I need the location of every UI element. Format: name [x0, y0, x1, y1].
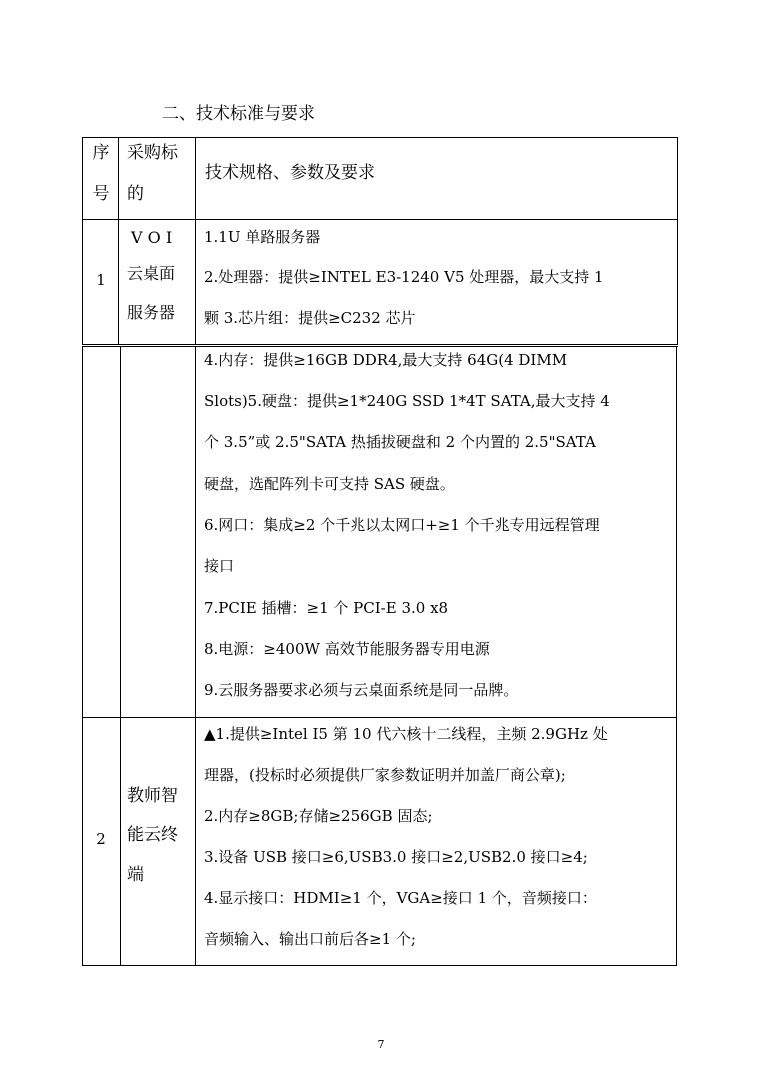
page-number: 7: [377, 1038, 385, 1051]
row1-cont-spec-line: 6.网口：集成≥2 个千兆以太网口+≥1 个千兆专用远程管理: [204, 516, 600, 534]
table-border: [82, 965, 677, 966]
table-border: [82, 137, 678, 138]
row1-cont-spec-line: 个 3.5”或 2.5"SATA 热插拔硬盘和 2 个内置的 2.5"SATA: [204, 433, 596, 451]
row2-spec-line: 4.显示接口：HDMI≥1 个，VGA≥接口 1 个，音频接口：: [204, 889, 597, 907]
table-border: [118, 137, 119, 345]
table-border: [82, 346, 678, 347]
row1-cont-spec-line: 7.PCIE 插槽：≥1 个 PCI-E 3.0 x8: [204, 599, 449, 617]
row2-spec-line: 理器，(投标时必须提供厂家参数证明并加盖厂商公章);: [204, 766, 566, 784]
row1-cont-spec-line: 4.内存：提供≥16GB DDR4,最大支持 64G(4 DIMM: [204, 351, 568, 369]
row1-seq: 1: [96, 271, 106, 289]
row2-spec-line: 音频输入、输出口前后各≥1 个;: [204, 930, 416, 948]
section-heading: 二、技术标准与要求: [162, 104, 315, 124]
table-border: [82, 219, 678, 220]
table-border: [82, 137, 83, 345]
table-border: [120, 346, 121, 966]
row2-item: 端: [127, 865, 144, 885]
row1-spec-line: 颗 3.芯片组：提供≥C232 芯片: [204, 309, 416, 327]
header-item: 的: [127, 184, 144, 204]
table-border: [195, 137, 196, 345]
row1-cont-spec-line: 接口: [204, 557, 235, 575]
row2-item: 能云终: [127, 825, 178, 845]
row1-cont-spec-line: Slots)5.硬盘：提供≥1*240G SSD 1*4T SATA,最大支持 4: [204, 392, 610, 410]
header-seq: 号: [92, 184, 110, 204]
row2-spec-line: 3.设备 USB 接口≥6,USB3.0 接口≥2,USB2.0 接口≥4;: [204, 848, 588, 866]
row1-spec-line: 2.处理器：提供≥INTEL E3-1240 V5 处理器，最大支持 1: [204, 268, 604, 286]
row1-item: V O I: [131, 228, 173, 247]
table-border: [82, 346, 83, 966]
row2-item: 教师智: [127, 786, 178, 806]
table-border: [677, 137, 678, 345]
table-border: [195, 346, 196, 966]
row1-cont-spec-line: 9.云服务器要求必须与云桌面系统是同一品牌。: [204, 681, 519, 699]
row1-cont-spec-line: 8.电源：≥400W 高效节能服务器专用电源: [204, 640, 490, 658]
row1-cont-spec-line: 硬盘，选配阵列卡可支持 SAS 硬盘。: [204, 475, 455, 493]
header-spec: 技术规格、参数及要求: [205, 163, 375, 183]
row2-spec-line: ▲1.提供≥Intel I5 第 10 代六核十二线程，主频 2.9GHz 处: [204, 725, 608, 743]
row2-seq: 2: [96, 830, 106, 848]
header-item: 采购标: [127, 143, 178, 163]
header-seq: 序: [92, 143, 110, 163]
table-border: [676, 346, 677, 966]
row1-item: 云桌面: [127, 264, 176, 283]
row1-item: 服务器: [127, 303, 176, 322]
row1-spec-line: 1.1U 单路服务器: [204, 228, 321, 246]
table-border: [82, 344, 678, 345]
table-border: [82, 717, 677, 718]
row2-spec-line: 2.内存≥8GB;存储≥256GB 固态;: [204, 807, 433, 825]
